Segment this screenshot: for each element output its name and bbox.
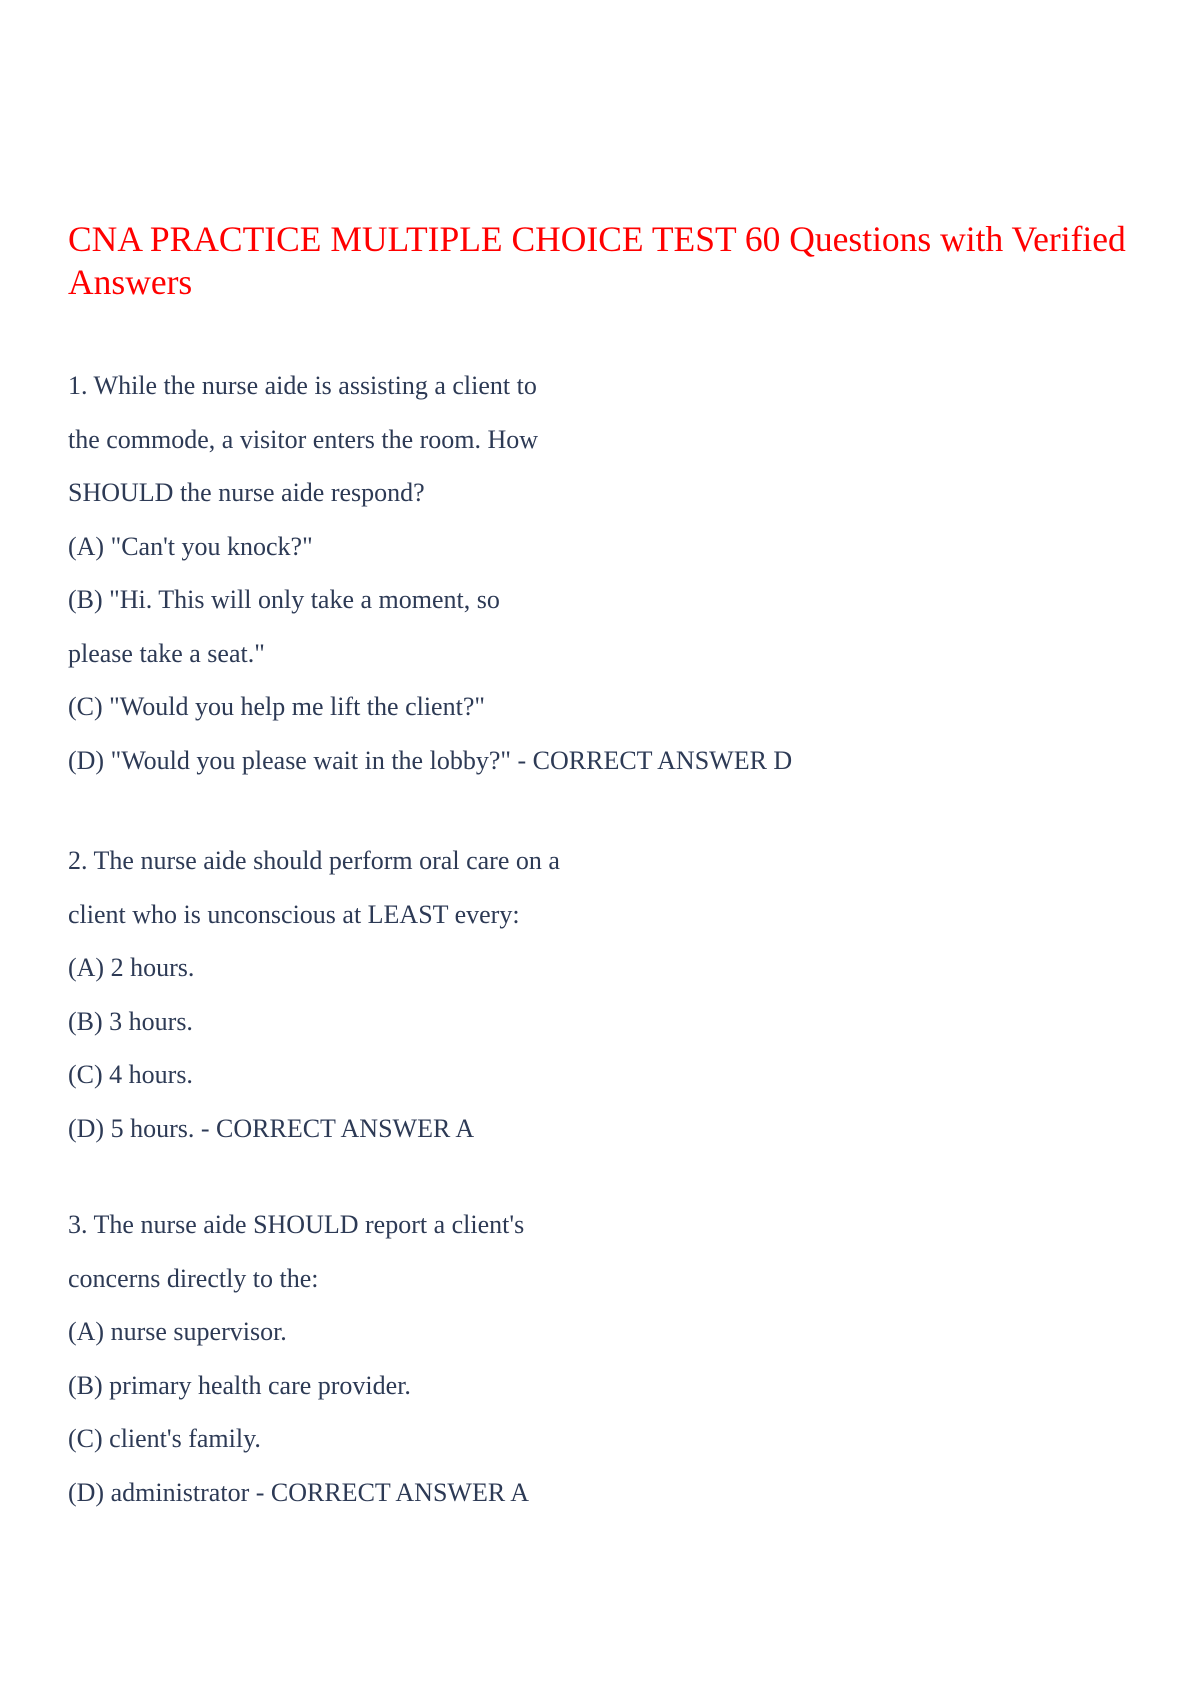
- question-1-stem-line-1: 1. While the nurse aide is assisting a client to: [68, 371, 537, 400]
- question-2-option-b: (B) 3 hours.: [68, 1006, 193, 1036]
- question-3-option-c: (C) client's family.: [68, 1424, 261, 1453]
- question-2-option-a: (A) 2 hours.: [68, 953, 195, 982]
- question-1: [68, 371, 1128, 799]
- question-3-stem-line-1: 3. The nurse aide SHOULD report a client's: [68, 1210, 525, 1239]
- question-3: [68, 1210, 1128, 1531]
- question-2-option-c: (C) 4 hours.: [68, 1060, 193, 1089]
- question-3-option-b: (B) primary health care provider.: [68, 1370, 411, 1400]
- question-1-stem-line-3: SHOULD the nurse aide respond?: [68, 478, 425, 507]
- question-1-stem-line-2: the commode, a visitor enters the room. How: [68, 424, 539, 454]
- question-2-option-d-answer: (D) 5 hours. - CORRECT ANSWER A: [68, 1113, 475, 1143]
- question-1-option-c: (C) "Would you help me lift the client?": [68, 692, 485, 721]
- question-2-stem-line-1: 2. The nurse aide should perform oral care on a: [68, 846, 560, 875]
- question-2-stem-line-2: client who is unconscious at LEAST every:: [68, 899, 520, 929]
- document-title: CNA PRACTICE MULTIPLE CHOICE TEST 60 Questions with Verified Answers: [68, 219, 1126, 302]
- question-1-option-b-line-2: please take a seat.": [68, 638, 265, 668]
- question-3-stem-line-2: concerns directly to the:: [68, 1263, 319, 1293]
- question-2: [68, 846, 1128, 1167]
- question-3-option-d-answer: (D) administrator - CORRECT ANSWER A: [68, 1477, 530, 1507]
- question-1-option-d-answer: (D) "Would you please wait in the lobby?" - CORRECT ANSWER D: [68, 745, 793, 775]
- question-1-option-b-line-1: (B) "Hi. This will only take a moment, so: [68, 585, 500, 614]
- question-1-option-a: (A) "Can't you knock?": [68, 531, 313, 561]
- question-3-option-a: (A) nurse supervisor.: [68, 1317, 287, 1346]
